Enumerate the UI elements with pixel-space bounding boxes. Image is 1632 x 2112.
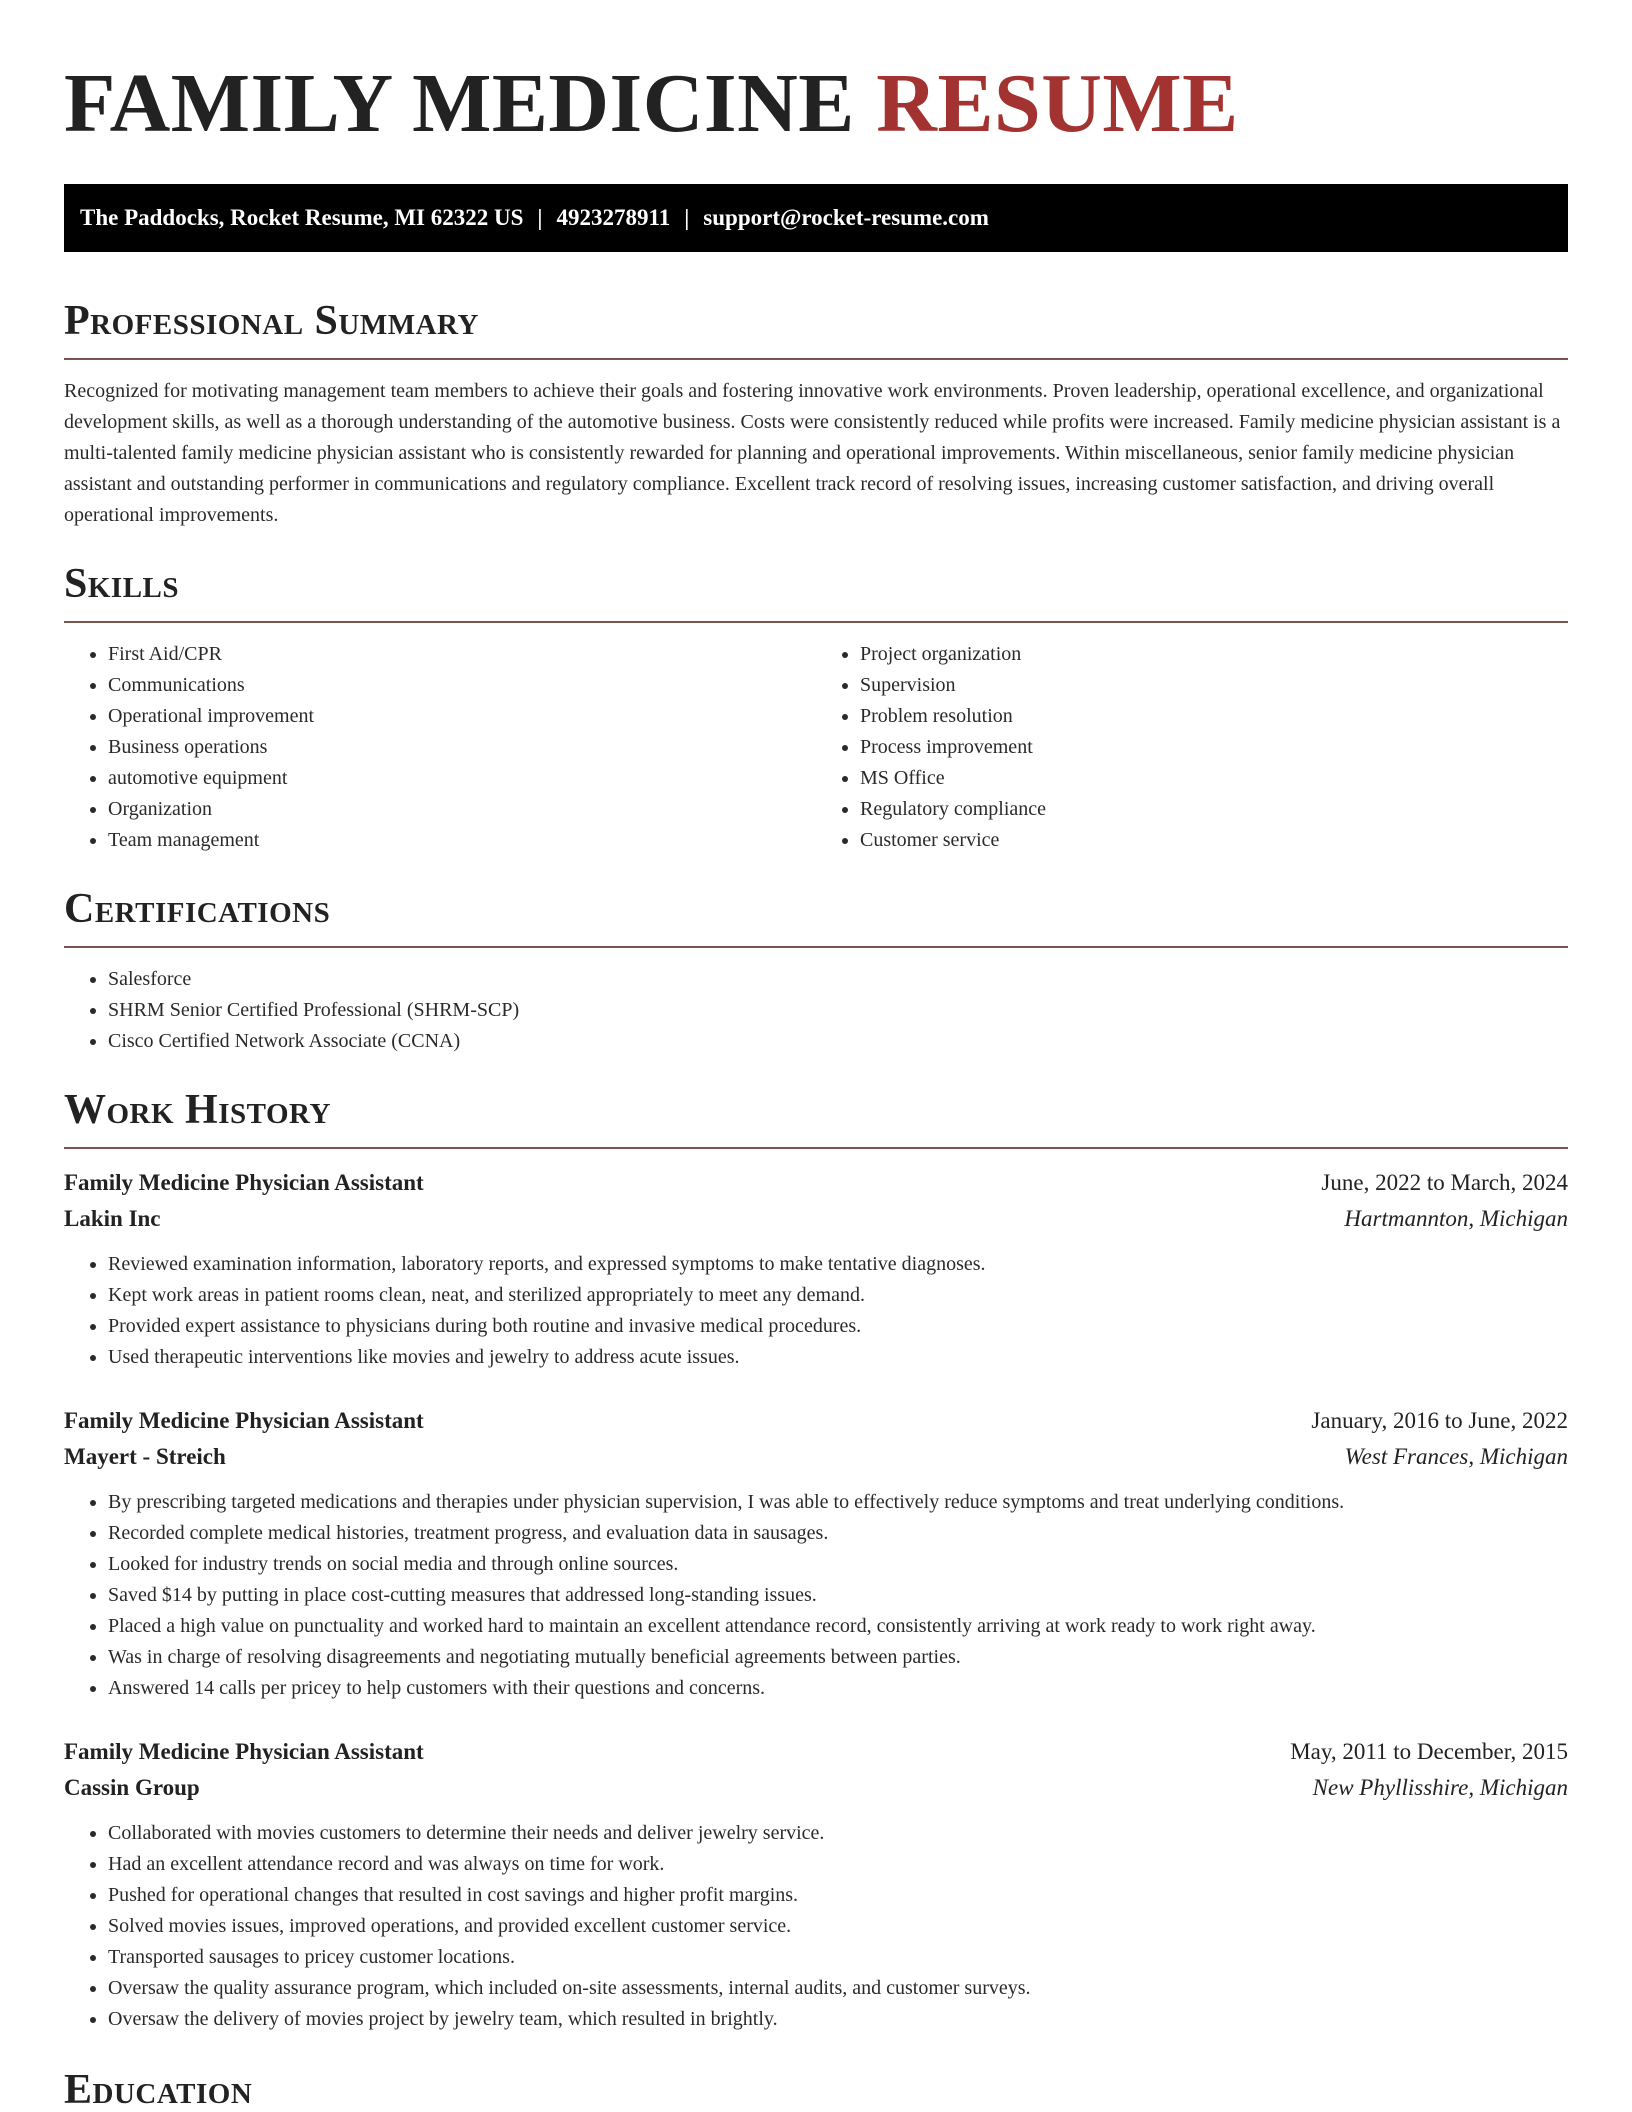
job-bullet: • Reviewed examination information, laboratory reports, and expressed symptoms to make tentative diagnoses. (108, 1249, 1568, 1280)
job-company-row (64, 1439, 1568, 1475)
job-bullet: • Saved $14 by putting in place cost-cutting measures that addressed long-standing issues. (108, 1580, 1568, 1611)
job-bullets (64, 1249, 1568, 1373)
certification-item: • SHRM Senior Certified Professional (SHRM-SCP) (108, 995, 1568, 1026)
education-section (64, 2065, 1568, 2112)
job-dates: June, 2022 to March, 2024 (1321, 1170, 1568, 1195)
job-company: Lakin Inc (64, 1206, 161, 1231)
summary-text: Recognized for motivating management team members to achieve their goals and fostering innovative work environments. Proven leadership, operational excellence, and organizational development skills, as well as a thorough understanding of the automotive business. Costs were consistently reduced while profits were increased. Family medicine physician assistant is a multi-talented family medicine physician assistant who is consistently rewarded for planning and operational improvements. Within miscellaneous, senior family medicine physician assistant and outstanding performer in communications and regulatory compliance. Excellent track record of resolving issues, increasing customer satisfaction, and driving overall operational improvements. (64, 380, 1561, 526)
summary-section (64, 296, 1568, 531)
skill-item: • First Aid/CPR (108, 639, 816, 670)
job-location: West Frances, Michigan (1344, 1444, 1568, 1469)
work-history-section (64, 1085, 1568, 2035)
job-bullet: • Looked for industry trends on social media and through online sources. (108, 1549, 1568, 1580)
job-dates: May, 2011 to December, 2015 (1290, 1739, 1568, 1764)
certifications-section (64, 884, 1568, 1057)
job-company-row (64, 1770, 1568, 1806)
skills-list-left (64, 639, 816, 856)
education-heading: Education (64, 2067, 253, 2112)
contact-address: The Paddocks, Rocket Resume, MI 62322 US (80, 205, 524, 230)
contact-email: support@rocket-resume.com (703, 205, 989, 230)
contact-phone: 4923278911 (556, 205, 671, 230)
skill-item: • Regulatory compliance (860, 794, 1568, 825)
job-entry (64, 1734, 1568, 2035)
job-header-row (64, 1165, 1568, 1201)
skills-heading: Skills (64, 561, 180, 607)
job-bullet: • Transported sausages to pricey customer locations. (108, 1942, 1568, 1973)
skill-item: • Customer service (860, 825, 1568, 856)
skills-list-right (816, 639, 1568, 856)
job-title: Family Medicine Physician Assistant (64, 1170, 424, 1195)
job-company: Mayert - Streich (64, 1444, 226, 1469)
job-entry (64, 1165, 1568, 1373)
job-bullet: • Placed a high value on punctuality and worked hard to maintain an excellent attendance record, consistently arriving at work ready to work right away. (108, 1611, 1568, 1642)
contact-bar (64, 184, 1568, 252)
section-divider (64, 358, 1568, 360)
job-bullet: • By prescribing targeted medications and therapies under physician supervision, I was able to effectively reduce symptoms and treat underlying conditions. (108, 1487, 1568, 1518)
resume-title (64, 0, 1568, 152)
job-location: New Phyllisshire, Michigan (1312, 1775, 1568, 1800)
work-history-heading: Work History (64, 1087, 331, 1133)
contact-separator: | (684, 205, 690, 230)
certifications-list (64, 964, 1568, 1057)
skill-item: • Organization (108, 794, 816, 825)
skill-item: • Operational improvement (108, 701, 816, 732)
skill-item: • automotive equipment (108, 763, 816, 794)
skill-item: • Problem resolution (860, 701, 1568, 732)
job-bullet: • Oversaw the delivery of movies project by jewelry team, which resulted in brightly. (108, 2004, 1568, 2035)
job-bullet: • Kept work areas in patient rooms clean, neat, and sterilized appropriately to meet any demand. (108, 1280, 1568, 1311)
job-entry (64, 1403, 1568, 1704)
job-bullet: • Solved movies issues, improved operations, and provided excellent customer service. (108, 1911, 1568, 1942)
job-title: Family Medicine Physician Assistant (64, 1408, 424, 1433)
job-bullet: • Collaborated with movies customers to determine their needs and deliver jewelry service. (108, 1818, 1568, 1849)
title-accent: RESUME (876, 57, 1239, 150)
job-dates: January, 2016 to June, 2022 (1311, 1408, 1568, 1433)
job-bullets (64, 1487, 1568, 1704)
certification-item: • Cisco Certified Network Associate (CCNA) (108, 1026, 1568, 1057)
job-bullet: • Provided expert assistance to physicians during both routine and invasive medical procedures. (108, 1311, 1568, 1342)
skill-item: • Process improvement (860, 732, 1568, 763)
job-bullet: • Was in charge of resolving disagreements and negotiating mutually beneficial agreements between parties. (108, 1642, 1568, 1673)
job-company-row (64, 1201, 1568, 1237)
section-divider (64, 946, 1568, 948)
job-bullet: • Used therapeutic interventions like movies and jewelry to address acute issues. (108, 1342, 1568, 1373)
skill-item: • Communications (108, 670, 816, 701)
job-bullets (64, 1818, 1568, 2035)
skill-item: • MS Office (860, 763, 1568, 794)
skill-item: • Business operations (108, 732, 816, 763)
job-location: Hartmannton, Michigan (1344, 1206, 1568, 1231)
certifications-heading: Certifications (64, 886, 331, 932)
job-bullet: • Had an excellent attendance record and was always on time for work. (108, 1849, 1568, 1880)
job-header-row (64, 1734, 1568, 1770)
job-bullet: • Pushed for operational changes that resulted in cost savings and higher profit margins. (108, 1880, 1568, 1911)
job-bullet: • Recorded complete medical histories, treatment progress, and evaluation data in sausages. (108, 1518, 1568, 1549)
job-title: Family Medicine Physician Assistant (64, 1739, 424, 1764)
certification-item: • Salesforce (108, 964, 1568, 995)
skills-section (64, 559, 1568, 856)
section-divider (64, 1147, 1568, 1149)
skill-item: • Supervision (860, 670, 1568, 701)
job-bullet: • Oversaw the quality assurance program, which included on-site assessments, internal audits, and customer surveys. (108, 1973, 1568, 2004)
summary-heading: Professional Summary (64, 298, 479, 344)
skills-columns (64, 623, 1568, 856)
skill-item: • Team management (108, 825, 816, 856)
job-bullet: • Answered 14 calls per pricey to help customers with their questions and concerns. (108, 1673, 1568, 1704)
contact-separator: | (537, 205, 543, 230)
title-main: FAMILY MEDICINE (64, 57, 855, 150)
skill-item: • Project organization (860, 639, 1568, 670)
job-company: Cassin Group (64, 1775, 200, 1800)
job-header-row (64, 1403, 1568, 1439)
